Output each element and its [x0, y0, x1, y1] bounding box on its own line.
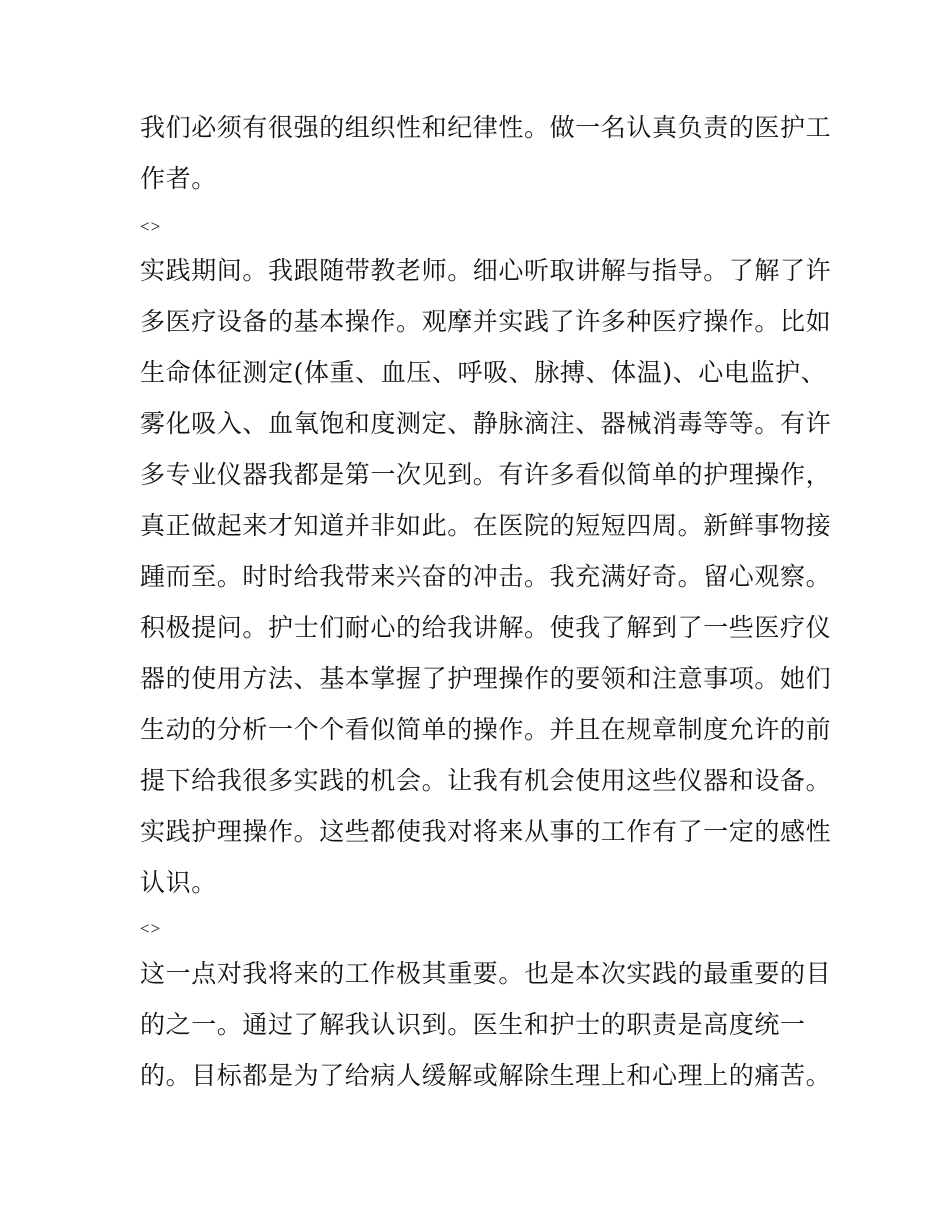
- paragraph-2-line-2: 多医疗设备的基本操作。观摩并实践了许多种医疗操作。比如: [140, 307, 832, 336]
- paragraph-2-line-4: 雾化吸入、血氧饱和度测定、静脉滴注、器械消毒等等。有许: [140, 409, 832, 438]
- paragraph-1-line-2: 作者。: [140, 164, 217, 193]
- paragraph-2-line-5: 多专业仪器我都是第一次见到。有许多看似简单的护理操作，: [140, 460, 832, 489]
- paragraph-2-line-6: 真正做起来才知道并非如此。在医院的短短四周。新鲜事物接: [140, 511, 832, 540]
- paragraph-2-line-9: 器的使用方法、基本掌握了护理操作的要领和注意事项。她们: [140, 664, 832, 693]
- paragraph-2-line-13: 认识。: [140, 868, 217, 897]
- paragraph-2-line-3: 生命体征测定(体重、血压、呼吸、脉搏、体温)、心电监护、: [140, 358, 827, 387]
- paragraph-1-line-1: 我们必须有很强的组织性和纪律性。做一名认真负责的医护工: [140, 113, 832, 142]
- paragraph-3-line-1: 这一点对我将来的工作极其重要。也是本次实践的最重要的目: [140, 959, 832, 988]
- separator-1: <>: [140, 217, 162, 236]
- separator-2: <>: [140, 919, 162, 938]
- paragraph-2-line-10: 生动的分析一个个看似简单的操作。并且在规章制度允许的前: [140, 715, 832, 744]
- paragraph-2-line-8: 积极提问。护士们耐心的给我讲解。使我了解到了一些医疗仪: [140, 613, 832, 642]
- paragraph-2-line-12: 实践护理操作。这些都使我对将来从事的工作有了一定的感性: [140, 817, 832, 846]
- paragraph-3-line-2: 的之一。通过了解我认识到。医生和护士的职责是高度统一: [140, 1010, 806, 1039]
- paragraph-2-line-7: 踵而至。时时给我带来兴奋的冲击。我充满好奇。留心观察。: [140, 562, 832, 591]
- paragraph-2-line-1: 实践期间。我跟随带教老师。细心听取讲解与指导。了解了许: [140, 256, 832, 285]
- paragraph-3-line-3: 的。目标都是为了给病人缓解或解除生理上和心理上的痛苦。: [140, 1061, 832, 1090]
- paragraph-2-line-11: 提下给我很多实践的机会。让我有机会使用这些仪器和设备。: [140, 766, 832, 795]
